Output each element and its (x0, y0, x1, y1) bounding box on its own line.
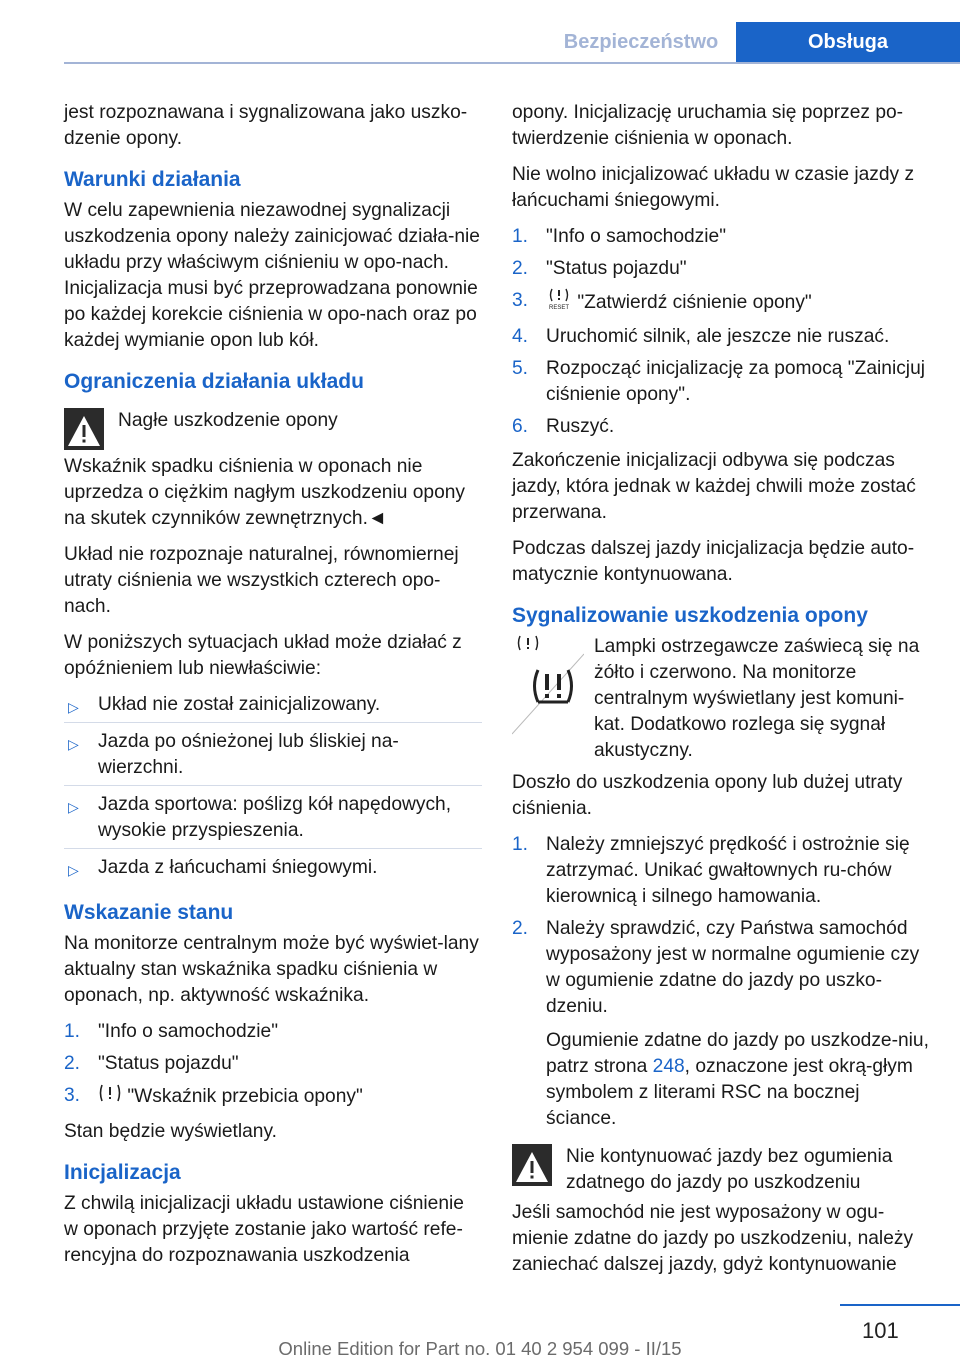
paragraph-stan: Stan będzie wyświetlany. (64, 1121, 277, 1142)
warning-lamps (512, 634, 584, 738)
svg-text:RESET: RESET (548, 305, 570, 310)
tab-bezpieczenstwo[interactable]: Bezpieczeństwo (548, 22, 734, 62)
heading-sygnalizowanie: Sygnalizowanie uszkodzenia opony (512, 604, 868, 627)
list-item: 2. "Status pojazdu" (512, 258, 687, 279)
list-item: ▷ Jazda po ośnieżonej lub śliskiej na-wierzchni. (64, 729, 482, 786)
triangle-bullet-icon: ▷ (68, 736, 79, 752)
heading-ograniczenia: Ograniczenia działania układu (64, 370, 364, 393)
paragraph-intro: jest rozpoznawana i sygnalizowana jako uszko-dzenie opony. (64, 102, 468, 149)
paragraph-lampki: Lampki ostrzegawcze zaświecą się na żółto i czerwono. Na monitorze centralnym wyświetlany jest komuni-kat. Dodatkowo rozlega się sygnał akustyczny. (594, 636, 920, 761)
right-column (512, 100, 932, 1288)
list-item: 1. "Info o samochodzie" (64, 1021, 279, 1042)
triangle-bullet-icon: ▷ (68, 799, 79, 815)
paragraph-podczas: Podczas dalszej jazdy inicjalizacja będzie auto-matycznie kontynuowana. (512, 538, 915, 585)
paragraph-sytuacje: W poniższych sytuacjach układ może działać z opóźnieniem lub niewłaściwie: (64, 632, 462, 679)
paragraph-ogumienie: Ogumienie zdatne do jazdy po uszkodze-niu, patrz strona 248, oznaczone jest okrą-głym symbolem z literami RSC na bocznej ściance. (546, 1030, 929, 1129)
list-item: 2. "Status pojazdu" (64, 1053, 239, 1074)
init-steps (512, 224, 932, 440)
warning-title: Nagłe uszkodzenie opony (118, 410, 338, 431)
list-item: 3. "Wskaźnik przebicia opony" (64, 1083, 482, 1111)
damage-steps (512, 832, 932, 1132)
list-item: 2. Należy sprawdzić, czy Państwa samochód wyposażony jest w normalne ogumienie czy w ogumienie zdatne do jazdy po uszko-dzeniu. Ogumienie zdatne do jazdy po uszkodze-niu, patrz strona 248, oznaczone jest okrą-głym symbolem z literami RSC na bocznej ściance. (512, 916, 932, 1132)
paragraph-wskazanie: Na monitorze centralnym może być wyświet-lany aktualny stan wskaźnika spadku ciśnienia w oponach, np. aktywność wskaźnika. (64, 933, 479, 1006)
lamp-block (512, 634, 932, 764)
paragraph-warunki: W celu zapewnienia niezawodnej sygnalizacji uszkodzenia opony należy zainicjować działa-nie układu przy właściwym ciśnieniu w opo-nach. Inicjalizacja musi być przeprowadzana ponownie po każdej korekcie ciśnienia w opo-nach oraz po każdej wymianie opon lub kół. (64, 200, 480, 351)
heading-warunki: Warunki działania (64, 168, 241, 191)
warning-triangle-icon (512, 1144, 552, 1186)
wskazanie-steps (64, 1019, 482, 1111)
warning-text: Wskaźnik spadku ciśnienia w oponach nie uprzedza o ciężkim nagłym uszkodzeniu opony na skutek czynników zewnętrznych.◄ (64, 456, 466, 529)
list-item: 3. RESET "Zatwierdź ciśnienie opony" (512, 288, 932, 318)
footer-rule (840, 1304, 960, 1306)
paragraph-nie: Nie wolno inicjalizować układu w czasie jazdy z łańcuchami śniegowymi. (512, 164, 915, 211)
list-item: ▷ Jazda sportowa: poślizg kół napędowych, wysokie przyspieszenia. (64, 792, 482, 849)
page-number: 101 (862, 1318, 899, 1343)
left-column (64, 100, 482, 1279)
tab-obsluga[interactable]: Obsługa (736, 22, 960, 62)
warning-block (64, 408, 482, 450)
tire-reset-icon (546, 288, 572, 318)
list-item: 5. Rozpocząć inicjalizację za pomocą "Zainicjuj ciśnienie opony". (512, 358, 925, 405)
paragraph-uklad: Układ nie rozpoznaje naturalnej, równomiernej utraty ciśnienia we wszystkich czterech opo-nach. (64, 544, 459, 617)
paragraph-inicjalizacja: Z chwilą inicjalizacji układu ustawione ciśnienie w oponach przyjęte zostanie jako wartość refe-rencyjna do rozpoznawania uszkodzenia (64, 1193, 464, 1266)
list-item: ▷ Układ nie został zainicjalizowany. (64, 692, 482, 723)
tire-pressure-icon (512, 634, 584, 738)
tire-pressure-icon (98, 1083, 122, 1111)
heading-inicjalizacja: Inicjalizacja (64, 1161, 181, 1184)
list-item: ▷ Jazda z łańcuchami śniegowymi. (64, 855, 482, 885)
warning-title-2: Nie kontynuować jazdy bez ogumienia zdatnego do jazdy po uszkodzeniu (566, 1146, 893, 1193)
paragraph-doszlo: Doszło do uszkodzenia opony lub dużej utraty ciśnienia. (512, 772, 903, 819)
warning-block-2 (512, 1144, 932, 1196)
heading-wskazanie: Wskazanie stanu (64, 901, 234, 924)
header-divider (64, 62, 960, 64)
list-item: 6. Ruszyć. (512, 416, 615, 437)
paragraph-zakonczenie: Zakończenie inicjalizacji odbywa się podczas jazdy, która jednak w każdej chwili może zostać przerwana. (512, 450, 916, 523)
warning-triangle-icon (64, 408, 104, 450)
paragraph-cont: opony. Inicjalizację uruchamia się poprzez po-twierdzenie ciśnienia w oponach. (512, 102, 904, 149)
list-item: 1. "Info o samochodzie" (512, 226, 727, 247)
edition-footer: Online Edition for Part no. 01 40 2 954 099 - II/15 (278, 1338, 682, 1359)
situation-list (64, 692, 482, 885)
triangle-bullet-icon: ▷ (68, 862, 79, 878)
list-item: 4. Uruchomić silnik, ale jeszcze nie ruszać. (512, 326, 890, 347)
list-item: 1. Należy zmniejszyć prędkość i ostrożnie się zatrzymać. Unikać gwałtownych ru-chów kierownicą i silnego hamowania. (512, 834, 910, 907)
paragraph-jesli: Jeśli samochód nie jest wyposażony w ogu-mienie zdatne do jazdy po uszkodzeniu, należy zaniechać dalszej jazdy, gdyż kontynuowanie (512, 1202, 914, 1275)
page-link-248[interactable]: 248 (652, 1056, 685, 1077)
triangle-bullet-icon: ▷ (68, 699, 79, 715)
